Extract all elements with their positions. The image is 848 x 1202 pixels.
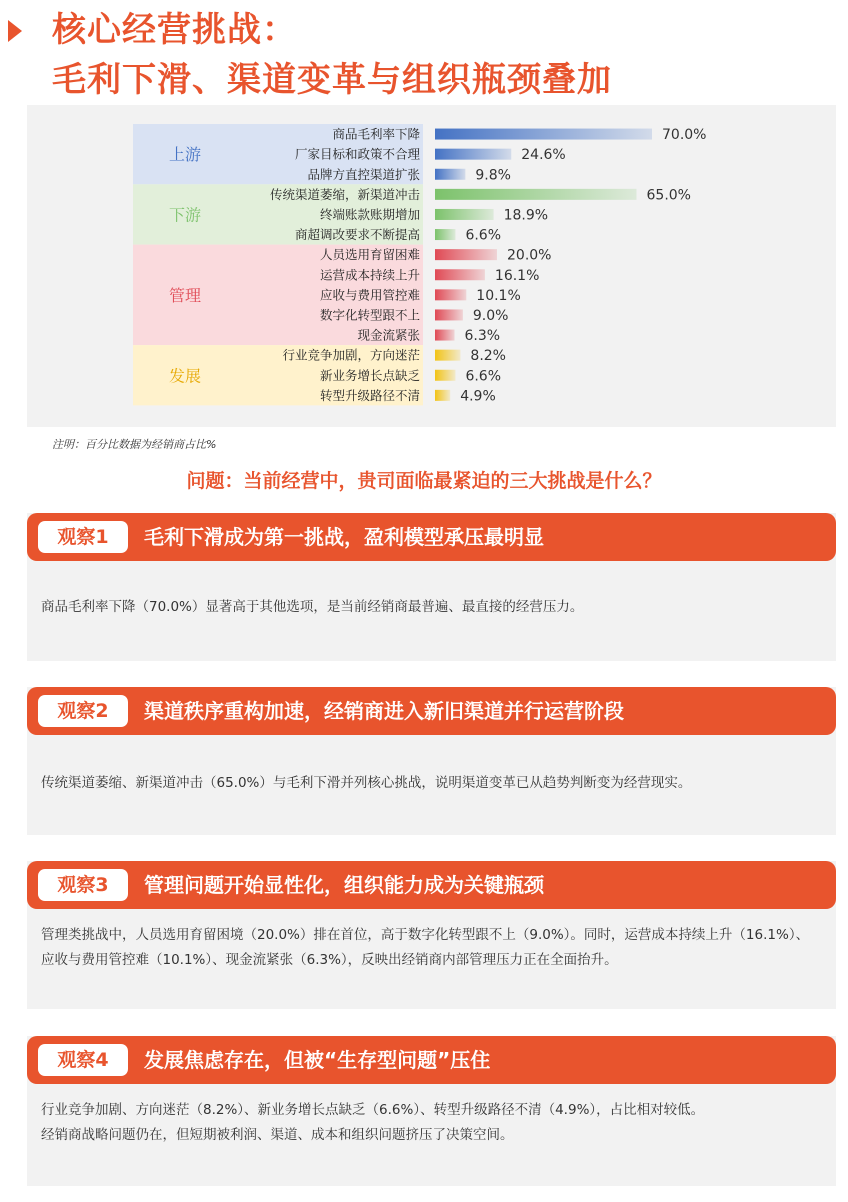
category-label: 新业务增长点缺乏 (319, 367, 420, 383)
chevron-right-icon (8, 20, 22, 42)
observation-tag: 观察1 (38, 521, 128, 553)
category-label: 终端账款账期增加 (319, 206, 420, 222)
page-title-line2: 毛利下滑、渠道变革与组织瓶颈叠加 (52, 60, 612, 100)
observation-tag: 观察3 (38, 869, 128, 901)
observation-body (41, 771, 822, 796)
bar (435, 350, 460, 361)
observation-card-4 (27, 1036, 836, 1186)
bar (435, 309, 463, 320)
category-label: 应收与费用管控难 (319, 287, 420, 303)
observation-body (41, 595, 822, 620)
category-label: 数字化转型跟不上 (319, 307, 420, 323)
bar (435, 390, 450, 401)
group-label: 下游 (168, 205, 202, 225)
data-label: 65.0% (646, 187, 691, 204)
category-label: 商超调改要求不断提高 (294, 227, 420, 243)
observation-title: 毛利下滑成为第一挑战，盈利模型承压最明显 (144, 525, 544, 549)
observation-body (41, 1098, 822, 1148)
data-label: 6.6% (465, 227, 502, 244)
bar (435, 149, 511, 160)
data-label: 18.9% (503, 207, 549, 224)
data-label: 6.3% (464, 328, 501, 345)
bar (435, 189, 637, 200)
data-label: 10.1% (476, 287, 521, 304)
group-label: 管理 (168, 285, 202, 305)
observation-body (41, 923, 822, 973)
data-label: 8.2% (470, 348, 506, 365)
category-label: 厂家目标和政策不合理 (294, 146, 420, 162)
observation-text: 管理类挑战中，人员选用育留困境（20.0%）排在首位，高于数字化转型跟不上（9.0%）。同时，运营成本持续上升（16.1%）、应收与费用管控难（10.1%）、现金流紧张（6.3%），反映出经销商内部管理压力正在全面抬升。 (41, 927, 810, 968)
page-title-line1: 核心经营挑战： (52, 10, 297, 50)
data-label: 4.9% (460, 388, 496, 405)
data-label: 9.0% (472, 307, 509, 324)
bar (435, 169, 465, 180)
category-label: 商品毛利率下降 (332, 126, 420, 142)
observation-title: 发展焦虑存在，但被“生存型问题”压住 (144, 1048, 491, 1072)
data-label: 16.1% (494, 267, 540, 284)
category-label: 行业竞争加剧，方向迷茫 (282, 347, 420, 363)
category-label: 现金流紧张 (357, 327, 420, 343)
page-header (0, 0, 848, 105)
bar (435, 289, 466, 300)
observation-tag: 观察4 (38, 1044, 128, 1076)
bar (435, 249, 497, 260)
data-label: 20.0% (507, 247, 552, 264)
data-label: 70.0% (662, 127, 707, 144)
category-label: 传统渠道萎缩，新渠道冲击 (269, 186, 420, 202)
bar-chart (27, 105, 836, 427)
category-label: 运营成本持续上升 (319, 267, 420, 283)
survey-question: 问题：当前经营中，贵司面临最紧迫的三大挑战是什么？ (186, 470, 662, 492)
observation-card-1 (27, 513, 836, 661)
bar (435, 330, 455, 341)
observation-tag: 观察2 (38, 695, 128, 727)
data-label: 24.6% (521, 147, 566, 164)
chart-panel (27, 105, 836, 427)
observation-text: 传统渠道萎缩、新渠道冲击（65.0%）与毛利下滑并列核心挑战，说明渠道变革已从趋势判断变为经营现实。 (41, 775, 692, 791)
observation-text: 商品毛利率下降（70.0%）显著高于其他选项，是当前经销商最普遍、最直接的经营压力。 (41, 599, 584, 615)
bar (435, 229, 455, 240)
observation-title: 渠道秩序重构加速，经销商进入新旧渠道并行运营阶段 (144, 699, 624, 723)
category-label: 品牌方直控渠道扩张 (307, 166, 420, 182)
bar (435, 370, 455, 381)
observation-card-2 (27, 687, 836, 835)
observation-card-3 (27, 861, 836, 1009)
observation-header (27, 687, 836, 735)
bar (435, 269, 485, 280)
observation-title: 管理问题开始显性化，组织能力成为关键瓶颈 (144, 873, 544, 897)
data-label: 6.6% (465, 368, 502, 385)
chart-note: 注明：百分比数据为经销商占比% (52, 438, 217, 451)
category-label: 人员选用育留困难 (319, 247, 420, 263)
observation-header (27, 513, 836, 561)
group-label: 上游 (168, 145, 202, 165)
data-label: 9.8% (475, 167, 511, 184)
observation-text: 行业竞争加剧、方向迷茫（8.2%）、新业务增长点缺乏（6.6%）、转型升级路径不清（4.9%），占比相对较低。 (41, 1102, 705, 1118)
bar (435, 129, 652, 140)
category-label: 转型升级路径不清 (319, 387, 420, 403)
bar (435, 209, 494, 220)
observation-header (27, 1036, 836, 1084)
observation-text: 经销商战略问题仍在，但短期被利润、渠道、成本和组织问题挤压了决策空间。 (41, 1127, 514, 1143)
group-label: 发展 (168, 366, 202, 386)
observation-header (27, 861, 836, 909)
